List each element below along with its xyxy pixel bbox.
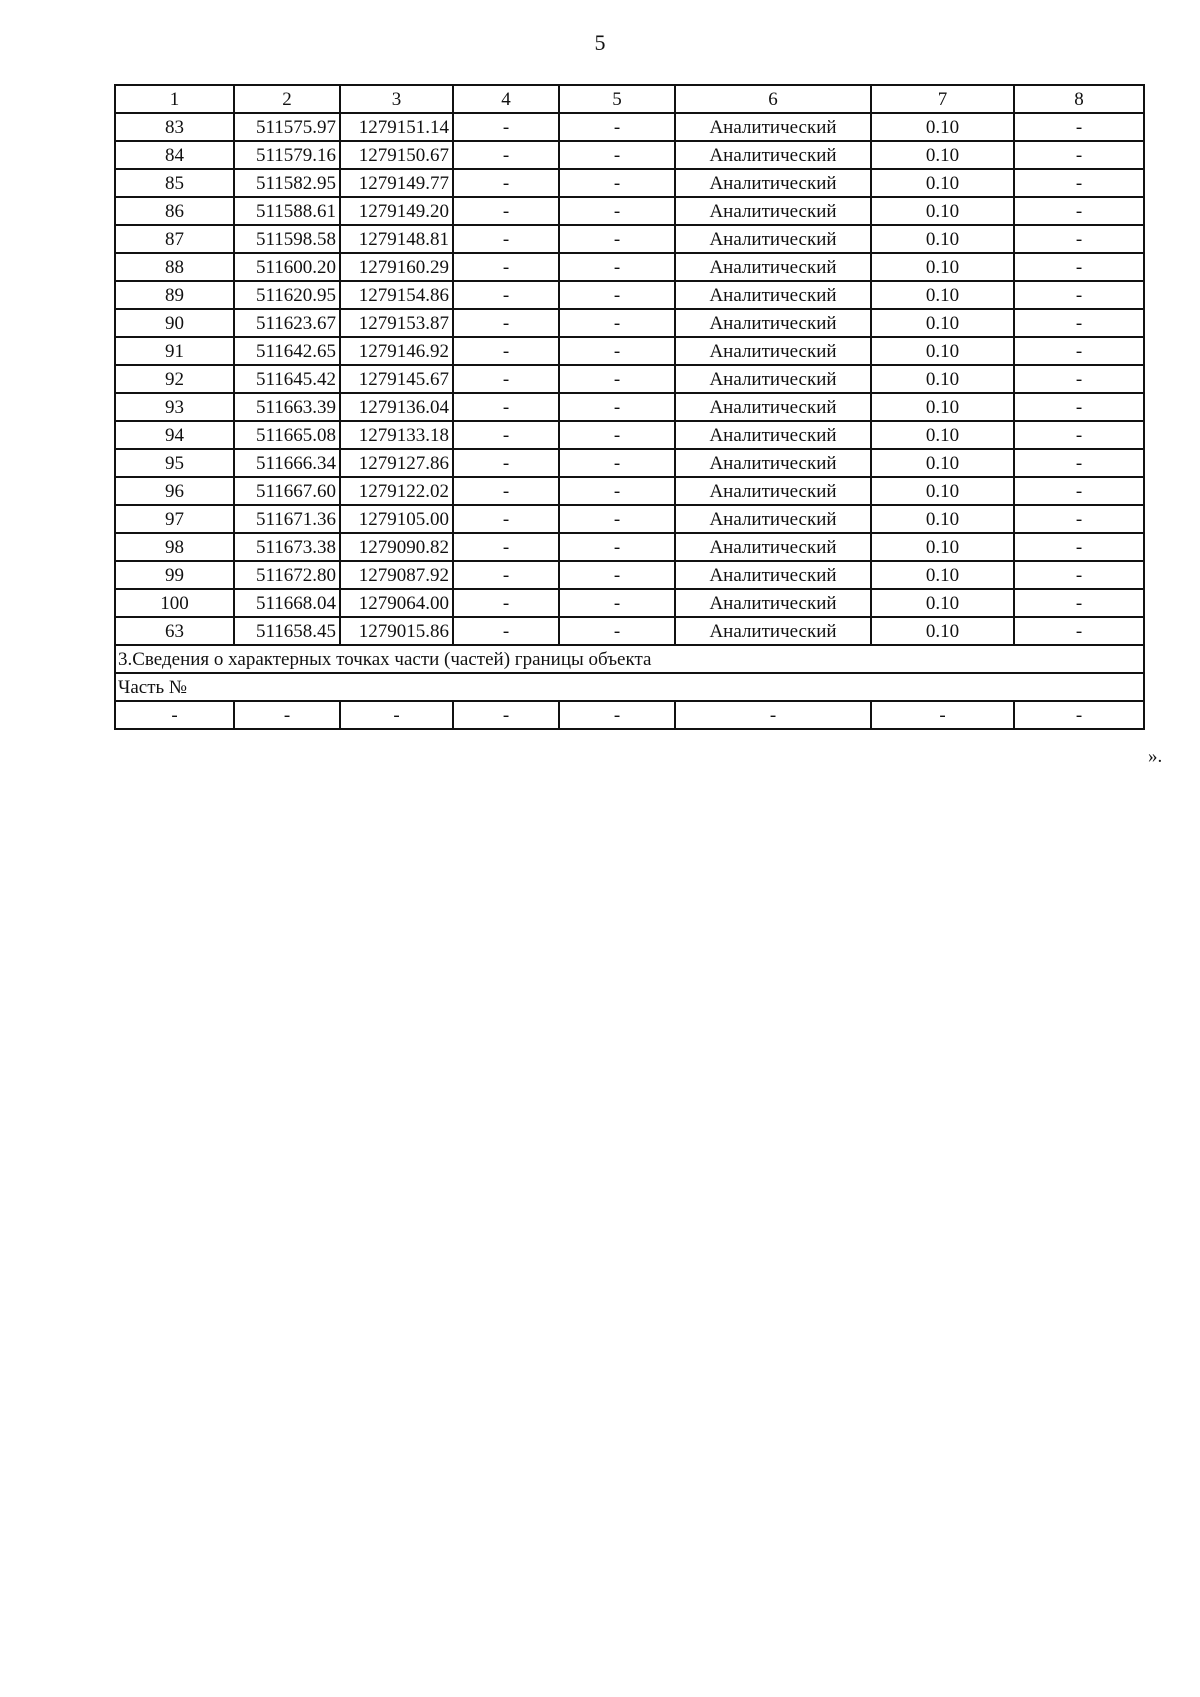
accuracy-cell: 0.10: [871, 561, 1014, 589]
method-cell: Аналитический: [675, 393, 871, 421]
point-number-cell: 97: [115, 505, 234, 533]
y-coordinate-cell: 1279160.29: [340, 253, 453, 281]
table-row: [115, 337, 1144, 365]
col8-cell: -: [1014, 393, 1144, 421]
col8-cell: -: [1014, 113, 1144, 141]
header-cell: 3: [340, 85, 453, 113]
col8-cell: -: [1014, 141, 1144, 169]
point-number-cell: 93: [115, 393, 234, 421]
table-row: [115, 113, 1144, 141]
table-row: [115, 477, 1144, 505]
method-cell: Аналитический: [675, 169, 871, 197]
x-coordinate-cell: 511667.60: [234, 477, 340, 505]
method-cell: Аналитический: [675, 505, 871, 533]
header-cell: 1: [115, 85, 234, 113]
col8-cell: -: [1014, 533, 1144, 561]
accuracy-cell: 0.10: [871, 477, 1014, 505]
page-number: 5: [594, 30, 606, 55]
col5-cell: -: [559, 197, 675, 225]
accuracy-cell: 0.10: [871, 253, 1014, 281]
col4-cell: -: [453, 421, 559, 449]
y-coordinate-cell: 1279149.20: [340, 197, 453, 225]
col8-cell: -: [1014, 309, 1144, 337]
section-title-row: [115, 645, 1144, 673]
x-coordinate-cell: 511673.38: [234, 533, 340, 561]
table-row: [115, 449, 1144, 477]
method-cell: Аналитический: [675, 197, 871, 225]
col5-cell: -: [559, 281, 675, 309]
col4-cell: -: [453, 477, 559, 505]
method-cell: Аналитический: [675, 421, 871, 449]
col8-cell: -: [1014, 589, 1144, 617]
col8-cell: -: [1014, 505, 1144, 533]
table-row: [115, 421, 1144, 449]
x-coordinate-cell: 511663.39: [234, 393, 340, 421]
point-number-cell: 99: [115, 561, 234, 589]
col5-cell: -: [559, 589, 675, 617]
col4-cell: -: [453, 561, 559, 589]
col4-cell: -: [453, 505, 559, 533]
col8-cell: -: [1014, 197, 1144, 225]
y-coordinate-cell: 1279149.77: [340, 169, 453, 197]
part-label-row: [115, 673, 1144, 701]
col4-cell: -: [453, 281, 559, 309]
col4-cell: -: [453, 113, 559, 141]
col4-cell: -: [453, 253, 559, 281]
col5-cell: -: [559, 365, 675, 393]
accuracy-cell: 0.10: [871, 533, 1014, 561]
x-coordinate-cell: 511645.42: [234, 365, 340, 393]
col8-cell: -: [1014, 449, 1144, 477]
col4-cell: -: [453, 169, 559, 197]
y-coordinate-cell: 1279151.14: [340, 113, 453, 141]
point-number-cell: 87: [115, 225, 234, 253]
col5-cell: -: [559, 561, 675, 589]
col4-cell: -: [453, 393, 559, 421]
accuracy-cell: 0.10: [871, 589, 1014, 617]
y-coordinate-cell: 1279090.82: [340, 533, 453, 561]
header-cell: 7: [871, 85, 1014, 113]
y-coordinate-cell: 1279133.18: [340, 421, 453, 449]
table-row: [115, 561, 1144, 589]
point-number-cell: 85: [115, 169, 234, 197]
table-row: [115, 505, 1144, 533]
accuracy-cell: 0.10: [871, 421, 1014, 449]
empty-cell: -: [1014, 701, 1144, 729]
coordinates-table-wrapper: [114, 84, 1145, 730]
part-label: Часть №: [115, 673, 1144, 701]
col4-cell: -: [453, 197, 559, 225]
y-coordinate-cell: 1279127.86: [340, 449, 453, 477]
table-row: [115, 589, 1144, 617]
accuracy-cell: 0.10: [871, 337, 1014, 365]
point-number-cell: 83: [115, 113, 234, 141]
header-row: [115, 85, 1144, 113]
col5-cell: -: [559, 141, 675, 169]
table-row: [115, 141, 1144, 169]
closing-quote-mark: ».: [1148, 746, 1163, 767]
point-number-cell: 91: [115, 337, 234, 365]
col4-cell: -: [453, 141, 559, 169]
col4-cell: -: [453, 617, 559, 645]
y-coordinate-cell: 1279105.00: [340, 505, 453, 533]
y-coordinate-cell: 1279136.04: [340, 393, 453, 421]
header-cell: 2: [234, 85, 340, 113]
col8-cell: -: [1014, 561, 1144, 589]
point-number-cell: 96: [115, 477, 234, 505]
x-coordinate-cell: 511666.34: [234, 449, 340, 477]
method-cell: Аналитический: [675, 225, 871, 253]
y-coordinate-cell: 1279087.92: [340, 561, 453, 589]
point-number-cell: 84: [115, 141, 234, 169]
col5-cell: -: [559, 253, 675, 281]
x-coordinate-cell: 511665.08: [234, 421, 340, 449]
col8-cell: -: [1014, 365, 1144, 393]
method-cell: Аналитический: [675, 561, 871, 589]
x-coordinate-cell: 511642.65: [234, 337, 340, 365]
accuracy-cell: 0.10: [871, 197, 1014, 225]
x-coordinate-cell: 511579.16: [234, 141, 340, 169]
col5-cell: -: [559, 449, 675, 477]
y-coordinate-cell: 1279154.86: [340, 281, 453, 309]
point-number-cell: 100: [115, 589, 234, 617]
col5-cell: -: [559, 393, 675, 421]
col8-cell: -: [1014, 169, 1144, 197]
table-row: [115, 281, 1144, 309]
y-coordinate-cell: 1279146.92: [340, 337, 453, 365]
y-coordinate-cell: 1279015.86: [340, 617, 453, 645]
col4-cell: -: [453, 225, 559, 253]
point-number-cell: 63: [115, 617, 234, 645]
col5-cell: -: [559, 225, 675, 253]
method-cell: Аналитический: [675, 281, 871, 309]
table-row: [115, 197, 1144, 225]
col4-cell: -: [453, 589, 559, 617]
accuracy-cell: 0.10: [871, 141, 1014, 169]
y-coordinate-cell: 1279064.00: [340, 589, 453, 617]
table-row: [115, 309, 1144, 337]
col5-cell: -: [559, 617, 675, 645]
accuracy-cell: 0.10: [871, 505, 1014, 533]
x-coordinate-cell: 511582.95: [234, 169, 340, 197]
x-coordinate-cell: 511620.95: [234, 281, 340, 309]
table-row: [115, 225, 1144, 253]
empty-row: [115, 701, 1144, 729]
empty-cell: -: [453, 701, 559, 729]
accuracy-cell: 0.10: [871, 225, 1014, 253]
table-row: [115, 365, 1144, 393]
accuracy-cell: 0.10: [871, 169, 1014, 197]
y-coordinate-cell: 1279122.02: [340, 477, 453, 505]
x-coordinate-cell: 511671.36: [234, 505, 340, 533]
table-row: [115, 533, 1144, 561]
accuracy-cell: 0.10: [871, 281, 1014, 309]
method-cell: Аналитический: [675, 141, 871, 169]
col4-cell: -: [453, 533, 559, 561]
accuracy-cell: 0.10: [871, 113, 1014, 141]
x-coordinate-cell: 511600.20: [234, 253, 340, 281]
col8-cell: -: [1014, 337, 1144, 365]
header-cell: 6: [675, 85, 871, 113]
x-coordinate-cell: 511658.45: [234, 617, 340, 645]
header-cell: 4: [453, 85, 559, 113]
accuracy-cell: 0.10: [871, 393, 1014, 421]
y-coordinate-cell: 1279150.67: [340, 141, 453, 169]
empty-cell: -: [871, 701, 1014, 729]
table-row: [115, 617, 1144, 645]
col4-cell: -: [453, 365, 559, 393]
col5-cell: -: [559, 309, 675, 337]
col8-cell: -: [1014, 225, 1144, 253]
method-cell: Аналитический: [675, 617, 871, 645]
col8-cell: -: [1014, 421, 1144, 449]
point-number-cell: 94: [115, 421, 234, 449]
point-number-cell: 88: [115, 253, 234, 281]
method-cell: Аналитический: [675, 589, 871, 617]
col5-cell: -: [559, 477, 675, 505]
table-row: [115, 393, 1144, 421]
x-coordinate-cell: 511672.80: [234, 561, 340, 589]
col5-cell: -: [559, 505, 675, 533]
method-cell: Аналитический: [675, 449, 871, 477]
method-cell: Аналитический: [675, 253, 871, 281]
col4-cell: -: [453, 337, 559, 365]
accuracy-cell: 0.10: [871, 617, 1014, 645]
header-cell: 8: [1014, 85, 1144, 113]
col8-cell: -: [1014, 253, 1144, 281]
accuracy-cell: 0.10: [871, 449, 1014, 477]
y-coordinate-cell: 1279148.81: [340, 225, 453, 253]
empty-cell: -: [340, 701, 453, 729]
col8-cell: -: [1014, 477, 1144, 505]
x-coordinate-cell: 511575.97: [234, 113, 340, 141]
method-cell: Аналитический: [675, 533, 871, 561]
x-coordinate-cell: 511623.67: [234, 309, 340, 337]
accuracy-cell: 0.10: [871, 365, 1014, 393]
method-cell: Аналитический: [675, 337, 871, 365]
y-coordinate-cell: 1279153.87: [340, 309, 453, 337]
col8-cell: -: [1014, 281, 1144, 309]
point-number-cell: 89: [115, 281, 234, 309]
point-number-cell: 95: [115, 449, 234, 477]
col5-cell: -: [559, 113, 675, 141]
empty-cell: -: [115, 701, 234, 729]
x-coordinate-cell: 511598.58: [234, 225, 340, 253]
point-number-cell: 92: [115, 365, 234, 393]
col5-cell: -: [559, 421, 675, 449]
section-title: 3.Сведения о характерных точках части (частей) границы объекта: [115, 645, 1144, 673]
point-number-cell: 98: [115, 533, 234, 561]
table-row: [115, 253, 1144, 281]
method-cell: Аналитический: [675, 365, 871, 393]
point-number-cell: 90: [115, 309, 234, 337]
y-coordinate-cell: 1279145.67: [340, 365, 453, 393]
accuracy-cell: 0.10: [871, 309, 1014, 337]
point-number-cell: 86: [115, 197, 234, 225]
col8-cell: -: [1014, 617, 1144, 645]
col5-cell: -: [559, 169, 675, 197]
method-cell: Аналитический: [675, 113, 871, 141]
empty-cell: -: [675, 701, 871, 729]
empty-cell: -: [559, 701, 675, 729]
method-cell: Аналитический: [675, 477, 871, 505]
col4-cell: -: [453, 449, 559, 477]
col4-cell: -: [453, 309, 559, 337]
header-cell: 5: [559, 85, 675, 113]
empty-cell: -: [234, 701, 340, 729]
col5-cell: -: [559, 533, 675, 561]
table-row: [115, 169, 1144, 197]
x-coordinate-cell: 511588.61: [234, 197, 340, 225]
method-cell: Аналитический: [675, 309, 871, 337]
col5-cell: -: [559, 337, 675, 365]
coordinates-table: [114, 84, 1145, 730]
x-coordinate-cell: 511668.04: [234, 589, 340, 617]
